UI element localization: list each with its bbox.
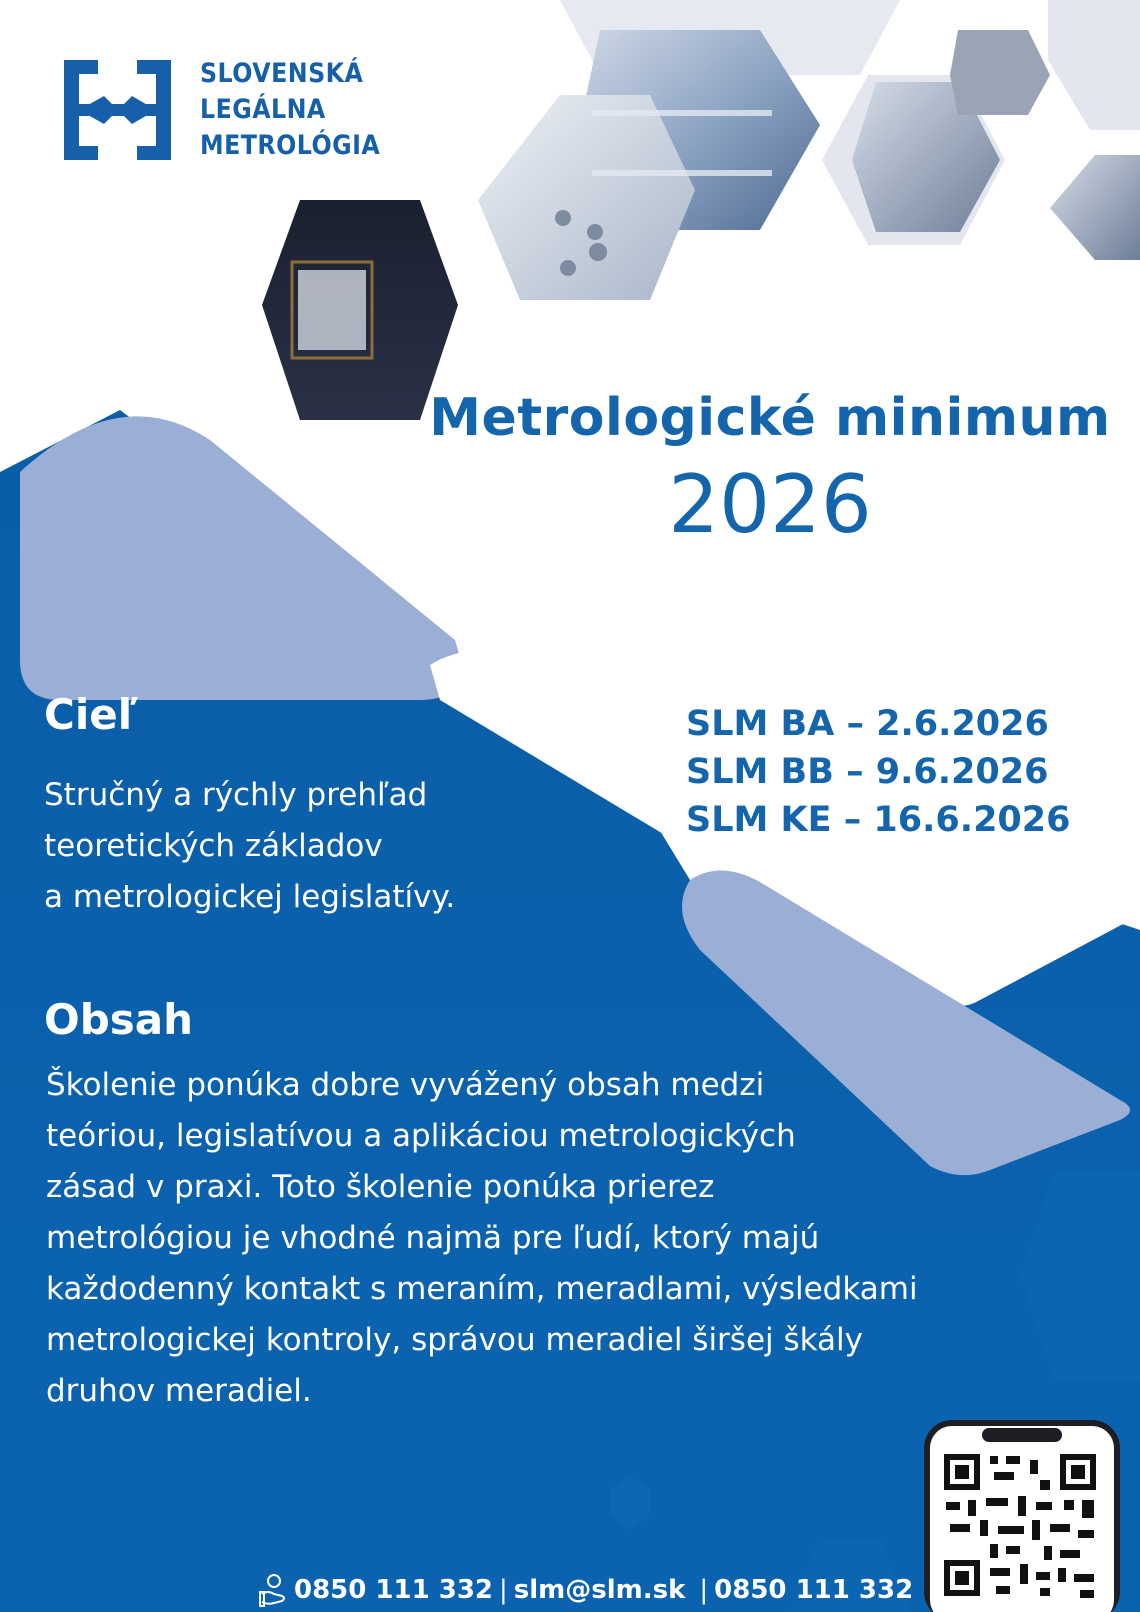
footer-email[interactable]: slm@slm.sk [513, 1575, 686, 1605]
footer-phone-2[interactable]: 0850 111 332 [714, 1575, 914, 1605]
content-line: metrologickej kontroly, správou meradiel širšej škály [46, 1322, 864, 1358]
photo-weight [950, 30, 1050, 115]
goal-line: Stručný a rýchly prehľad [44, 777, 428, 813]
footer-separator: | [699, 1575, 709, 1605]
qr-code-icon [940, 1450, 1100, 1600]
content-line: každodenný kontakt s meraním, meradlami, výsledkami [46, 1271, 918, 1307]
photo-control-panel [478, 95, 695, 300]
content-text [46, 1060, 918, 1417]
goal-text [44, 770, 455, 923]
photo-machine-right [1050, 155, 1140, 260]
course-dates [686, 700, 1071, 844]
content-line: teóriou, legislatívou a aplikáciou metrologických [46, 1118, 796, 1154]
qr-phone[interactable] [922, 1418, 1122, 1612]
goal-line: a metrologickej legislatívy. [44, 879, 456, 915]
page-year: 2026 [668, 458, 872, 551]
content-line: Školenie ponúka dobre vyvážený obsah medzi [46, 1067, 765, 1103]
logo [64, 56, 405, 164]
content-line: metrológiou je vhodné najmä pre ľudí, ktorý majú [46, 1220, 820, 1256]
footer-phone-1[interactable]: 0850 111 332 [294, 1575, 494, 1605]
footer-separator: | [499, 1575, 508, 1605]
content-heading: Obsah [44, 995, 194, 1044]
page-title: Metrologické minimum [429, 388, 1111, 448]
content-line: zásad v praxi. Toto školenie ponúka prierez [46, 1169, 715, 1205]
goal-line: teoretických základov [44, 828, 383, 864]
light-triangle-left [20, 416, 460, 700]
phone-hand-icon [258, 1572, 290, 1608]
logo-line-2: LEGÁLNA [200, 94, 326, 125]
logo-line-1: SLOVENSKÁ [200, 58, 364, 89]
logo-mark-icon [64, 56, 172, 164]
date-bb: SLM BB – 9.6.2026 [686, 752, 1049, 792]
date-ba: SLM BA – 2.6.2026 [686, 704, 1049, 744]
date-ke: SLM KE – 16.6.2026 [686, 800, 1071, 840]
hex-gray-right [1048, 0, 1140, 130]
footer-contacts [258, 1572, 913, 1608]
content-line: druhov meradiel. [46, 1373, 312, 1409]
goal-heading: Cieľ [44, 690, 138, 739]
logo-line-3: METROLÓGIA [200, 130, 381, 161]
photo-chamber-window [298, 270, 366, 350]
logo-text [200, 56, 405, 164]
